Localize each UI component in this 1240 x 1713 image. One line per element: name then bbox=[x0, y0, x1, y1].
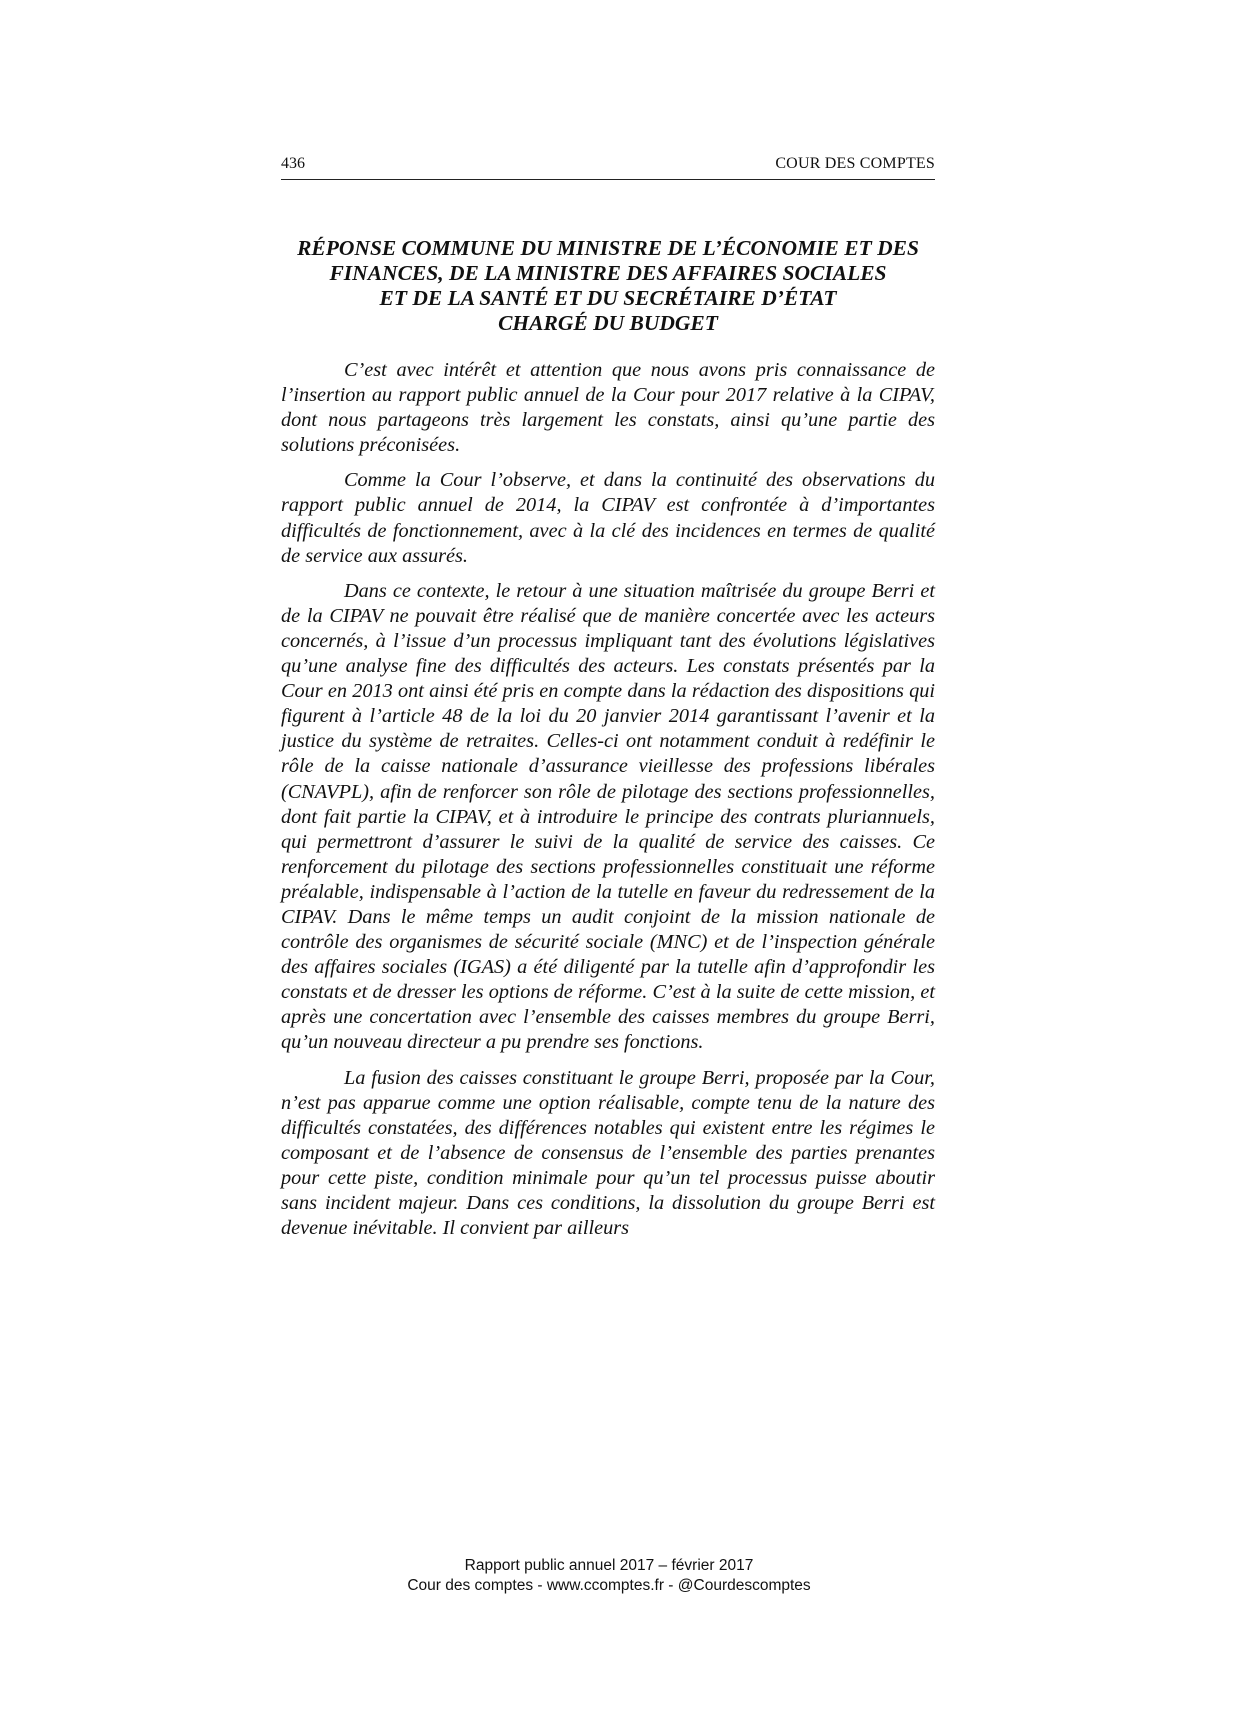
running-header bbox=[281, 153, 935, 180]
response-body bbox=[281, 358, 935, 1251]
response-title bbox=[281, 236, 935, 336]
page-number: 436 bbox=[281, 155, 305, 172]
paragraph-1: C’est avec intérêt et attention que nous avons pris connaissance de l’insertion au rapport public annuel de la Cour pour 2017 relative à la CIPAV, dont nous partageons très largement les constats, ainsi qu’une partie des solutions préconisées. bbox=[281, 359, 935, 457]
publisher-name: COUR DES COMPTES bbox=[775, 155, 935, 172]
page-footer bbox=[0, 1556, 1218, 1596]
paragraph-3: Dans ce contexte, le retour à une situation maîtrisée du groupe Berri et de la CIPAV ne pouvait être réalisé que de manière concertée avec les acteurs concernés, à l’issue d’un processus impliquant tant des évolutions législatives qu’une analyse fine des difficultés des acteurs. Les constats présentés par la Cour en 2013 ont ainsi été pris en compte dans la rédaction des dispositions qui figurent à l’article 48 de la loi du 20 janvier 2014 garantissant l’avenir et la justice du système de retraites. Celles-ci ont notamment conduit à redéfinir le rôle de la caisse nationale d’assurance vieillesse des professions libérales (CNAVPL), afin de renforcer son rôle de pilotage des sections professionnelles, dont fait partie la CIPAV, et à introduire le principe des contrats pluriannuels, qui permettront d’assurer le suivi de la qualité de service des caisses. Ce renforcement du pilotage des sections professionnelles constituait une réforme préalable, indispensable à l’action de la tutelle en faveur du redressement de la CIPAV. Dans le même temps un audit conjoint de la mission nationale de contrôle des organismes de sécurité sociale (MNC) et de l’inspection générale des affaires sociales (IGAS) a été diligenté par la tutelle afin d’approfondir les constats et de dresser les options de réforme. C’est à la suite de cette mission, et après une concertation avec l’ensemble des caisses membres du groupe Berri, qu’un nouveau directeur a pu prendre ses fonctions. bbox=[281, 579, 935, 1054]
paragraph-2: Comme la Cour l’observe, et dans la continuité des observations du rapport public annuel de 2014, la CIPAV est confrontée à d’importantes difficultés de fonctionnement, avec à la clé des incidences en termes de qualité de service aux assurés. bbox=[281, 469, 935, 567]
title-line-3: ET DE LA SANTÉ ET DU SECRÉTAIRE D’ÉTAT bbox=[379, 286, 837, 310]
title-line-1: RÉPONSE COMMUNE DU MINISTRE DE L’ÉCONOMIE ET DES bbox=[297, 236, 919, 260]
title-line-4: CHARGÉ DU BUDGET bbox=[498, 311, 718, 335]
title-line-2: FINANCES, DE LA MINISTRE DES AFFAIRES SOCIALES bbox=[329, 261, 887, 285]
footer-contact-line: Cour des comptes - www.ccomptes.fr - @Courdescomptes bbox=[407, 1577, 811, 1594]
paragraph-4: La fusion des caisses constituant le groupe Berri, proposée par la Cour, n’est pas apparue comme une option réalisable, compte tenu de la nature des difficultés constatées, des différences notables qui existent entre les régimes le composant et de l’absence de consensus de l’ensemble des parties prenantes pour cette piste, condition minimale pour qu’un tel processus puisse aboutir sans incident majeur. Dans ces conditions, la dissolution du groupe Berri est devenue inévitable. Il convient par ailleurs bbox=[281, 1066, 935, 1240]
footer-report-line: Rapport public annuel 2017 – février 2017 bbox=[464, 1557, 754, 1574]
